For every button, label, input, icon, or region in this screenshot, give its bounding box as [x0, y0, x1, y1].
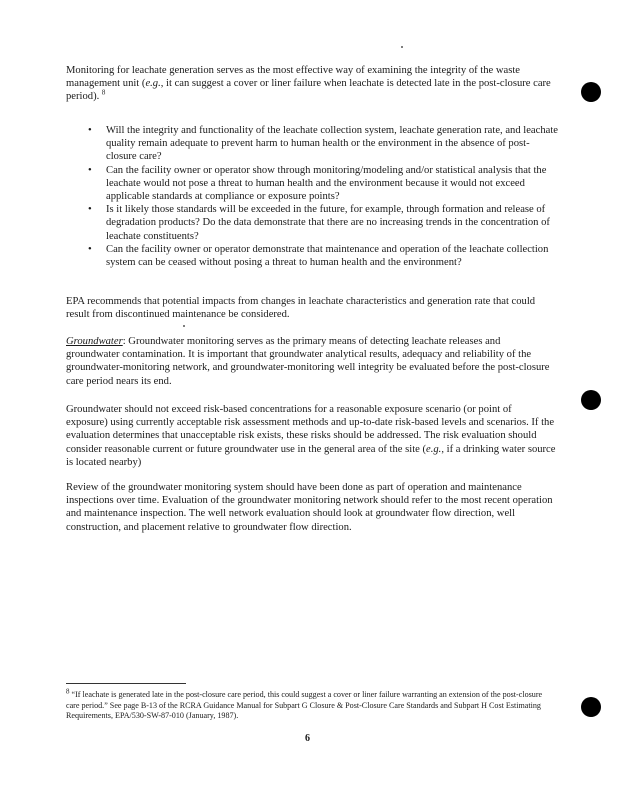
scan-speck [183, 325, 185, 327]
punch-hole-icon [581, 390, 601, 410]
footnote-number: 8 [66, 687, 70, 696]
bullet-item: • Is it likely those standards will be exceeded in the future, for example, through formation and release of degradation products? Do the data demonstrate that there are no increasing trends in the concentration of leachate constituents? [88, 203, 558, 243]
paragraph-text: : Groundwater monitoring serves as the primary means of detecting leachate releases and groundwater contamination. It is important that groundwater analytical results, adequacy and reliability of the groundwater-monitoring network, and groundwater-monitoring well integrity be evaluated before the post-closure care period nears its end. [66, 336, 550, 387]
question-bullet-list [88, 124, 558, 269]
paragraph-risk-based [66, 403, 556, 469]
paragraph-text-tail: , it can suggest a cover or liner failure when leachate is detected late in the post-closure care period). [66, 78, 551, 103]
footnote-reference: 8 [101, 88, 106, 97]
bullet-item: • Can the facility owner or operator demonstrate that maintenance and operation of the leachate collection system can be ceased without posing a threat to human health and the environment? [88, 243, 558, 269]
page-number: 6 [305, 733, 310, 744]
bullet-item: • Can the facility owner or operator show through monitoring/modeling and/or statistical analysis that the leachate would not pose a threat to human health and the environment because it would not exceed applicable standards at compliance or exposure points? [88, 164, 558, 204]
paragraph-leachate-monitoring [66, 64, 556, 104]
paragraph-groundwater [66, 335, 556, 388]
paragraph-text: Monitoring for leachate generation serves as the most effective way of examining the integrity of the waste management unit ( [66, 65, 521, 90]
footnote-divider [66, 683, 186, 684]
scan-speck [401, 46, 403, 48]
groundwater-heading: Groundwater [66, 336, 123, 347]
punch-hole-icon [581, 697, 601, 717]
eg-abbrev: e.g. [426, 443, 442, 455]
paragraph-text-tail: , if a drinking water source is located nearby) [66, 443, 556, 468]
punch-hole-icon [581, 82, 601, 102]
eg-abbrev: e.g. [145, 78, 161, 90]
footnote [66, 687, 544, 722]
paragraph-epa-recommendation: EPA recommends that potential impacts from changes in leachate characteristics and generation rate that could result from discontinued maintenance be considered. [66, 296, 536, 321]
bullet-item: • Will the integrity and functionality of the leachate collection system, leachate generation rate, and leachate quality remain adequate to prevent harm to human health or the environment in the absence of post-closure care? [88, 124, 558, 164]
paragraph-monitoring-review: Review of the groundwater monitoring system should have been done as part of operation and maintenance inspections over time. Evaluation of the groundwater monitoring network should refer to the most recent operation and maintenance inspection. The well network evaluation should look at groundwater flow direction, well construction, and placement relative to groundwater flow direction. [66, 482, 553, 533]
footnote-text: “If leachate is generated late in the post-closure care period, this could suggest a cover or liner failure warranting an extension of the post-closure care period.” See page B-13 of the RCRA Guidance Manual for Subpart G Closure & Post-Closure Care Standards and Subpart H Cost Estimating Requirements, EPA/530-SW-87-010 (January, 1987). [66, 690, 543, 721]
paragraph-text: Groundwater should not exceed risk-based concentrations for a reasonable exposure scenario (or point of exposure) using currently acceptable risk assessment methods and up-to-date risk-based levels and scenarios. If the evaluation determines that unacceptable risk exists, these risks should be addressed. The risk evaluation should consider reasonable current or future groundwater use in the general area of the site ( [66, 404, 555, 455]
